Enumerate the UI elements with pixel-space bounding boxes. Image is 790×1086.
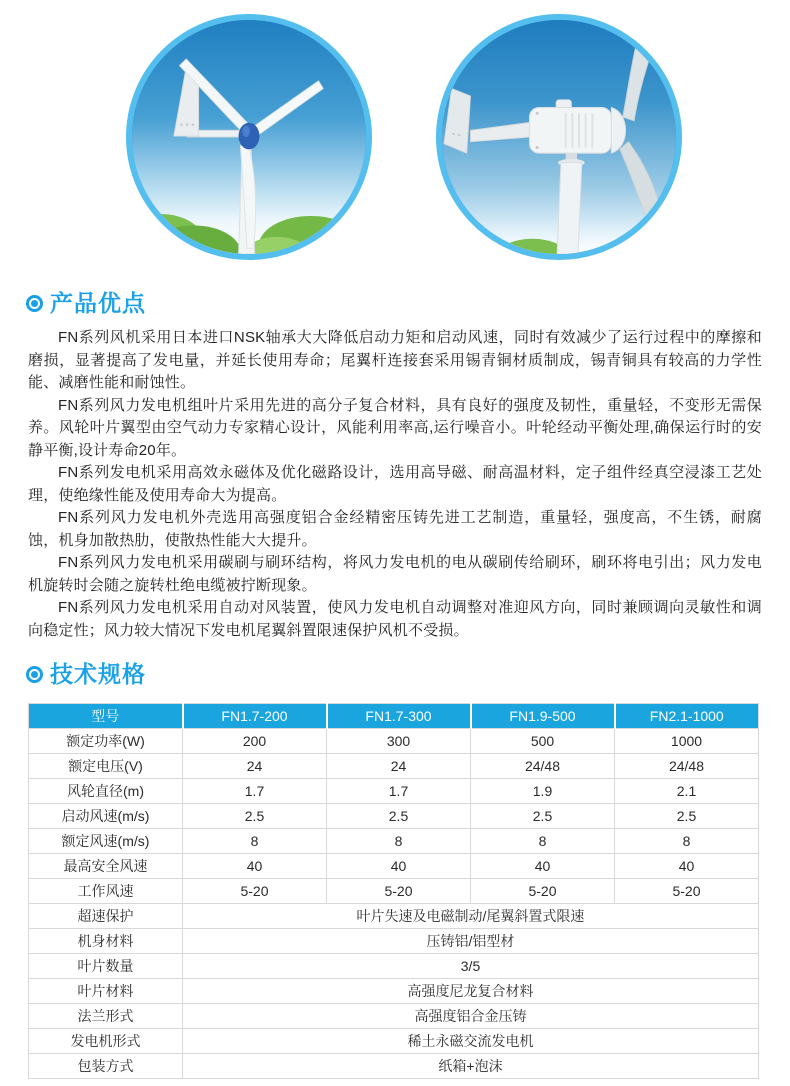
section-title-text: 产品优点: [50, 290, 146, 316]
spec-row-value: 压铸铝/铝型材: [183, 929, 759, 954]
wind-turbine-closeup-illustration: [442, 20, 676, 254]
wind-turbine-illustration: [132, 20, 366, 254]
spec-cell: 2.5: [327, 804, 471, 829]
spec-row-label: 额定电压(V): [29, 754, 183, 779]
spec-row-label: 启动风速(m/s): [29, 804, 183, 829]
spec-cell: 500: [471, 729, 615, 754]
advantage-paragraph: FN系列风力发电机组叶片采用先进的高分子复合材料，具有良好的强度及韧性，重量轻，不变形无需保养。风轮叶片翼型由空气动力专家精心设计，风能利用率高,运行噪音小。叶轮经动平衡处理,确保运行时的安静平衡,设计寿命20年。: [28, 396, 762, 459]
spec-cell: 1.7: [183, 779, 327, 804]
section-title-specs: [26, 659, 790, 689]
turbine-photo-full-view: [126, 14, 372, 260]
table-row: [29, 904, 759, 929]
advantage-paragraph: FN系列发电机采用高效永磁体及优化磁路设计，选用高导磁、耐高温材料，定子组件经真空浸漆工艺处理，使绝缘性能及使用寿命大为提高。: [28, 464, 762, 504]
spec-row-label: 叶片数量: [29, 954, 183, 979]
spec-row-label: 叶片材料: [29, 979, 183, 1004]
spec-row-value: 稀土永磁交流发电机: [183, 1029, 759, 1054]
spec-row-label: 额定风速(m/s): [29, 829, 183, 854]
table-row: [29, 754, 759, 779]
column-header-model: 型号: [29, 704, 183, 729]
spec-cell: 40: [327, 854, 471, 879]
table-row: [29, 779, 759, 804]
spec-cell: 24/48: [615, 754, 759, 779]
spec-row-label: 工作风速: [29, 879, 183, 904]
spec-cell: 24: [183, 754, 327, 779]
table-row: [29, 979, 759, 1004]
column-header-model-3: FN1.9-500: [471, 704, 615, 729]
spec-cell: 8: [327, 829, 471, 854]
spec-cell: 8: [615, 829, 759, 854]
advantage-paragraph: FN系列风机采用日本进口NSK轴承大大降低启动力矩和启动风速，同时有效减少了运行过程中的摩擦和磨损，显著提高了发电量，并延长使用寿命；尾翼杆连接套采用锡青铜材质制成，锡青铜具有较高的力学性能、减磨性能和耐蚀性。: [28, 329, 762, 391]
spec-row-label: 包装方式: [29, 1054, 183, 1079]
advantage-paragraph: FN系列风力发电机采用自动对风装置，使风力发电机自动调整对准迎风方向，同时兼顾调向灵敏性和调向稳定性；风力较大情况下发电机尾翼斜置限速保护风机不受损。: [28, 599, 762, 639]
spec-row-label: 发电机形式: [29, 1029, 183, 1054]
circle-dot-icon: [26, 666, 43, 683]
table-row: [29, 1054, 759, 1079]
spec-cell: 40: [183, 854, 327, 879]
table-row: [29, 854, 759, 879]
section-specs: [0, 659, 790, 1079]
spec-row-value: 纸箱+泡沫: [183, 1054, 759, 1079]
spec-row-label: 最高安全风速: [29, 854, 183, 879]
spec-cell: 24/48: [471, 754, 615, 779]
table-row: [29, 1004, 759, 1029]
spec-cell: 2.1: [615, 779, 759, 804]
spec-cell: 5-20: [183, 879, 327, 904]
spec-cell: 1.9: [471, 779, 615, 804]
spec-row-value: 高强度铝合金压铸: [183, 1004, 759, 1029]
spec-row-value: 3/5: [183, 954, 759, 979]
spec-row-label: 风轮直径(m): [29, 779, 183, 804]
section-advantages: [0, 288, 790, 642]
turbine-photo-nacelle-closeup: [436, 14, 682, 260]
table-row: [29, 954, 759, 979]
spec-row-label: 额定功率(W): [29, 729, 183, 754]
spec-cell: 1.7: [327, 779, 471, 804]
table-header-row: [29, 704, 759, 729]
spec-cell: 2.5: [615, 804, 759, 829]
table-row: [29, 929, 759, 954]
spec-cell: 8: [471, 829, 615, 854]
product-photos: [0, 0, 790, 278]
table-row: [29, 804, 759, 829]
column-header-model-4: FN2.1-1000: [615, 704, 759, 729]
spec-cell: 40: [615, 854, 759, 879]
table-row: [29, 879, 759, 904]
spec-cell: 200: [183, 729, 327, 754]
spec-cell: 2.5: [471, 804, 615, 829]
column-header-model-1: FN1.7-200: [183, 704, 327, 729]
spec-cell: 5-20: [471, 879, 615, 904]
spec-cell: 300: [327, 729, 471, 754]
spec-table-body: [29, 729, 759, 1079]
spec-table: [28, 703, 759, 1079]
table-row: [29, 829, 759, 854]
table-row: [29, 729, 759, 754]
column-header-model-2: FN1.7-300: [327, 704, 471, 729]
section-title-text: 技术规格: [50, 661, 146, 687]
spec-cell: 5-20: [615, 879, 759, 904]
advantage-paragraph: FN系列风力发电机采用碳刷与刷环结构，将风力发电机的电从碳刷传给刷环，刷环将电引出；风力发电机旋转时会随之旋转杜绝电缆被拧断现象。: [28, 554, 762, 594]
spec-cell: 24: [327, 754, 471, 779]
spec-row-value: 叶片失速及电磁制动/尾翼斜置式限速: [183, 904, 759, 929]
advantage-paragraph: FN系列风力发电机外壳选用高强度铝合金经精密压铸先进工艺制造，重量轻，强度高，不生锈，耐腐蚀，机身加散热肋，使散热性能大大提升。: [28, 509, 762, 549]
spec-row-label: 法兰形式: [29, 1004, 183, 1029]
spec-cell: 40: [471, 854, 615, 879]
table-row: [29, 1029, 759, 1054]
circle-dot-icon: [26, 295, 43, 312]
advantages-paragraphs: [28, 327, 762, 642]
spec-row-label: 机身材料: [29, 929, 183, 954]
spec-row-label: 超速保护: [29, 904, 183, 929]
spec-cell: 2.5: [183, 804, 327, 829]
spec-cell: 8: [183, 829, 327, 854]
section-title-advantages: [26, 288, 790, 318]
spec-cell: 1000: [615, 729, 759, 754]
spec-cell: 5-20: [327, 879, 471, 904]
spec-row-value: 高强度尼龙复合材料: [183, 979, 759, 1004]
